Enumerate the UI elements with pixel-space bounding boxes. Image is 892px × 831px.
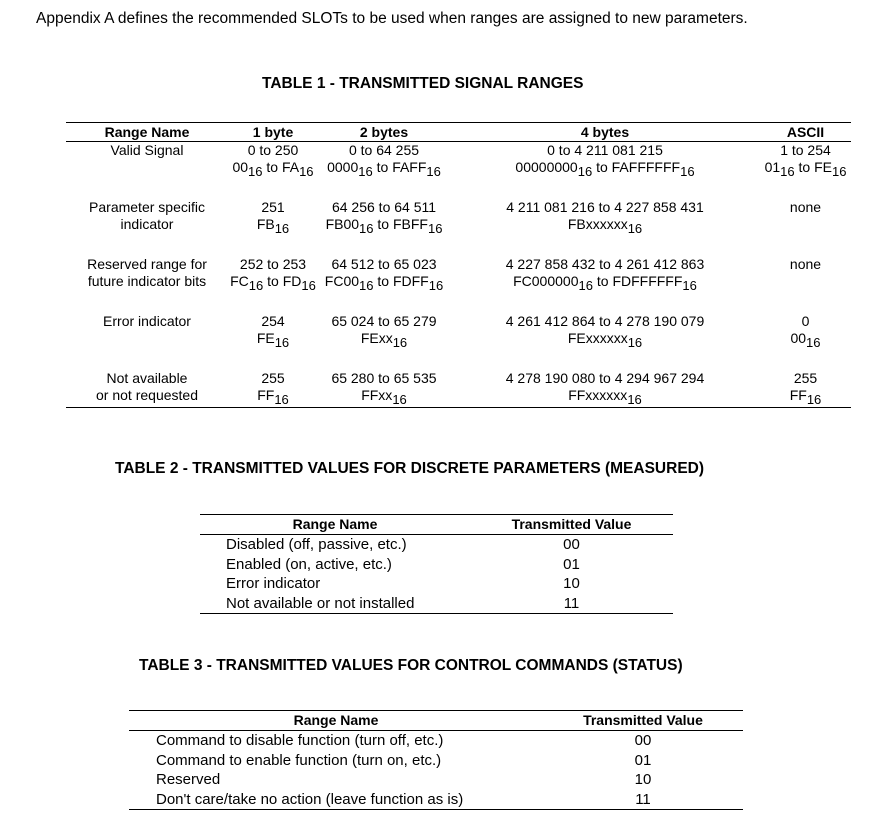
base-subscript: 16	[392, 391, 407, 407]
four-bytes-cell	[450, 370, 760, 408]
hex-value: FExxxxxx	[567, 329, 628, 346]
hex-range	[318, 159, 450, 179]
range-name-line: future indicator bits	[87, 272, 207, 289]
range-name-cell: Not available or not installed	[226, 594, 415, 612]
column-header-transmitted-value: Transmitted Value	[583, 712, 703, 728]
table-header-row	[200, 515, 673, 535]
transmitted-value-cell: 11	[635, 790, 651, 808]
table-row	[66, 199, 851, 256]
range-joiner: to	[376, 159, 389, 175]
range-name-line: Error indicator	[103, 312, 191, 329]
decimal-range: 252 to 253	[239, 255, 307, 272]
hex-value: FE	[814, 159, 832, 175]
base-subscript: 16	[427, 220, 443, 236]
intro-paragraph: Appendix A defines the recommended SLOTs to be used when ranges are assigned to new parameters.	[36, 10, 748, 27]
range-name-line: or not requested	[96, 386, 198, 403]
column-header-4-bytes: 4 bytes	[580, 124, 630, 140]
hex-range	[318, 215, 450, 236]
table-row	[129, 790, 743, 810]
column-header-1-byte: 1 byte	[252, 124, 294, 140]
range-name-cell: Error indicator	[226, 575, 321, 593]
decimal-range: 4 227 858 432 to 4 261 412 863	[505, 255, 705, 272]
range-name-cell: Don't care/take no action (leave function as is)	[156, 790, 464, 808]
base-subscript: 16	[426, 164, 441, 179]
hex-value: 00000000	[515, 159, 578, 175]
range-joiner: to	[266, 159, 279, 175]
hex-value: FBFF	[392, 215, 428, 232]
table-header-row	[66, 123, 851, 142]
range-name-line: Not available	[106, 369, 188, 386]
transmitted-value-cell: 00	[563, 536, 580, 554]
transmitted-value-cell: 10	[634, 771, 652, 789]
range-joiner: to	[596, 272, 609, 289]
decimal-range: 64 256 to 64 511	[331, 198, 437, 215]
decimal-range: 65 024 to 65 279	[331, 312, 437, 329]
base-subscript: 16	[358, 164, 373, 179]
table-row	[66, 256, 851, 313]
range-name-cell: Command to enable function (turn on, etc.)	[156, 751, 442, 769]
range-name-line: Parameter specific	[89, 198, 205, 215]
hex-range	[228, 386, 318, 407]
range-name-cell: Enabled (on, active, etc.)	[226, 555, 392, 573]
transmitted-value-cell: 00	[634, 732, 652, 750]
column-header-range-name: Range Name	[293, 712, 379, 728]
hex-value: FB00	[325, 215, 360, 232]
hex-value: FDFF	[392, 272, 429, 289]
range-name-line: indicator	[120, 215, 174, 232]
four-bytes-cell	[450, 199, 760, 256]
decimal-range: 0 to 250	[247, 142, 299, 158]
hex-range	[450, 272, 760, 293]
base-subscript: 16	[299, 164, 314, 179]
hex-range	[450, 215, 760, 236]
decimal-range: 0	[801, 312, 810, 329]
table-row	[200, 594, 673, 614]
base-subscript: 16	[274, 391, 289, 407]
hex-range	[228, 329, 318, 350]
range-name-cell	[66, 313, 228, 370]
table2-title: TABLE 2 - TRANSMITTED VALUES FOR DISCRETE PARAMETERS (MEASURED)	[115, 460, 705, 477]
column-header-ascii: ASCII	[786, 124, 825, 140]
decimal-range: 251	[261, 198, 285, 215]
range-name-cell: Disabled (off, passive, etc.)	[226, 536, 407, 554]
base-subscript: 16	[578, 277, 593, 293]
table-row	[66, 370, 851, 408]
table3-title: TABLE 3 - TRANSMITTED VALUES FOR CONTROL COMMANDS (STATUS)	[139, 657, 683, 674]
discrete-parameters-table	[200, 514, 673, 614]
two-bytes-cell	[318, 142, 450, 199]
column-header-transmitted-value: Transmitted Value	[511, 516, 632, 532]
table-header-row	[129, 711, 743, 731]
table1-title: TABLE 1 - TRANSMITTED SIGNAL RANGES	[262, 75, 584, 92]
base-subscript: 16	[274, 334, 290, 350]
hex-value: FC000000	[513, 272, 579, 289]
range-joiner: to	[798, 159, 811, 175]
decimal-range: 4 261 412 864 to 4 278 190 079	[505, 312, 705, 329]
transmitted-value-cell: 10	[563, 575, 580, 593]
hex-range	[228, 159, 318, 179]
decimal-range: 254	[261, 312, 285, 329]
one-byte-cell	[228, 370, 318, 408]
range-name-cell	[66, 256, 228, 313]
hex-value: FE	[256, 329, 275, 346]
base-subscript: 16	[680, 164, 695, 179]
range-name-cell	[66, 370, 228, 408]
base-subscript: 16	[248, 164, 263, 179]
transmitted-value-cell: 01	[563, 555, 580, 573]
base-subscript: 16	[682, 277, 697, 293]
base-subscript: 16	[627, 334, 643, 350]
hex-range	[228, 272, 318, 293]
control-commands-table	[129, 710, 743, 810]
decimal-range: 4 211 081 216 to 4 227 858 431	[506, 198, 704, 215]
range-joiner: to	[377, 215, 390, 232]
ascii-cell	[760, 199, 851, 256]
hex-value: FF	[257, 386, 275, 403]
base-subscript: 16	[627, 391, 642, 407]
hex-value: 00	[790, 329, 807, 346]
two-bytes-cell	[318, 370, 450, 408]
hex-value: FC	[230, 272, 249, 289]
hex-range	[450, 329, 760, 350]
two-bytes-cell	[318, 256, 450, 313]
base-subscript: 16	[806, 391, 822, 407]
hex-value: FAFFFFFF	[611, 159, 681, 175]
table-row	[129, 751, 743, 771]
decimal-range: 0 to 4 211 081 215	[547, 142, 663, 158]
one-byte-cell	[228, 256, 318, 313]
hex-value: FBxxxxxx	[567, 215, 628, 232]
decimal-range: none	[789, 198, 822, 215]
hex-value: FA	[281, 159, 300, 175]
table-row	[66, 142, 851, 199]
hex-value: FDFFFFFF	[612, 272, 683, 289]
table-row	[129, 731, 743, 751]
hex-value: FFxxxxxx	[568, 386, 628, 403]
range-joiner: to	[596, 159, 608, 175]
ascii-cell	[760, 370, 851, 408]
decimal-range: 64 512 to 65 023	[331, 255, 437, 272]
hex-range	[318, 272, 450, 293]
base-subscript: 16	[274, 220, 290, 236]
hex-value: FAFF	[392, 159, 427, 175]
table-row	[200, 535, 673, 555]
hex-value: FF	[789, 386, 807, 403]
hex-range	[760, 386, 851, 407]
base-subscript: 16	[428, 277, 444, 293]
hex-value: 01	[764, 159, 781, 175]
decimal-range: 4 278 190 080 to 4 294 967 294	[505, 369, 705, 386]
four-bytes-cell	[450, 142, 760, 199]
hex-value: FD	[282, 272, 302, 289]
range-name-line: Valid Signal	[110, 142, 184, 158]
hex-range	[760, 159, 851, 179]
decimal-range: 65 280 to 65 535	[331, 369, 437, 386]
range-name-cell: Reserved	[156, 771, 221, 789]
base-subscript: 16	[359, 277, 374, 293]
decimal-range: 1 to 254	[780, 142, 831, 158]
transmitted-value-cell: 11	[563, 594, 580, 612]
ascii-cell	[760, 313, 851, 370]
four-bytes-cell	[450, 313, 760, 370]
table-row	[66, 313, 851, 370]
decimal-range: 255	[261, 369, 285, 386]
base-subscript: 16	[359, 220, 374, 236]
range-joiner: to	[267, 272, 279, 289]
hex-value: FExx	[360, 329, 393, 346]
base-subscript: 16	[392, 334, 408, 350]
ascii-cell	[760, 256, 851, 313]
base-subscript: 16	[577, 164, 593, 179]
range-joiner: to	[377, 272, 390, 289]
base-subscript: 16	[831, 164, 847, 179]
decimal-range: 0 to 64 255	[348, 142, 420, 158]
ascii-cell	[760, 142, 851, 199]
hex-value: FFxx	[361, 386, 393, 403]
two-bytes-cell	[318, 199, 450, 256]
base-subscript: 16	[780, 164, 795, 179]
one-byte-cell	[228, 142, 318, 199]
two-bytes-cell	[318, 313, 450, 370]
one-byte-cell	[228, 199, 318, 256]
hex-range	[318, 386, 450, 407]
range-name-cell	[66, 142, 228, 199]
transmitted-value-cell: 01	[634, 751, 652, 769]
table-row	[200, 555, 673, 575]
column-header-range-name: Range Name	[292, 516, 378, 532]
column-header-2-bytes: 2 bytes	[359, 124, 409, 140]
base-subscript: 16	[627, 220, 643, 236]
one-byte-cell	[228, 313, 318, 370]
four-bytes-cell	[450, 256, 760, 313]
hex-range	[450, 159, 760, 179]
range-name-cell	[66, 199, 228, 256]
hex-value: 0000	[327, 159, 359, 175]
hex-value: 00	[232, 159, 249, 175]
base-subscript: 16	[248, 277, 264, 293]
table-row	[129, 770, 743, 790]
column-header-range-name: Range Name	[104, 124, 190, 140]
decimal-range: none	[789, 255, 822, 272]
range-name-cell: Command to disable function (turn off, etc.)	[156, 732, 444, 750]
table-row	[200, 574, 673, 594]
hex-range	[450, 386, 760, 407]
range-name-line: Reserved range for	[87, 255, 207, 272]
hex-value: FB	[256, 215, 275, 232]
base-subscript: 16	[806, 334, 821, 350]
signal-ranges-table	[66, 122, 851, 408]
hex-range	[760, 329, 851, 350]
hex-range	[318, 329, 450, 350]
base-subscript: 16	[301, 277, 316, 293]
hex-range	[228, 215, 318, 236]
decimal-range: 255	[793, 369, 818, 386]
hex-value: FC00	[324, 272, 360, 289]
